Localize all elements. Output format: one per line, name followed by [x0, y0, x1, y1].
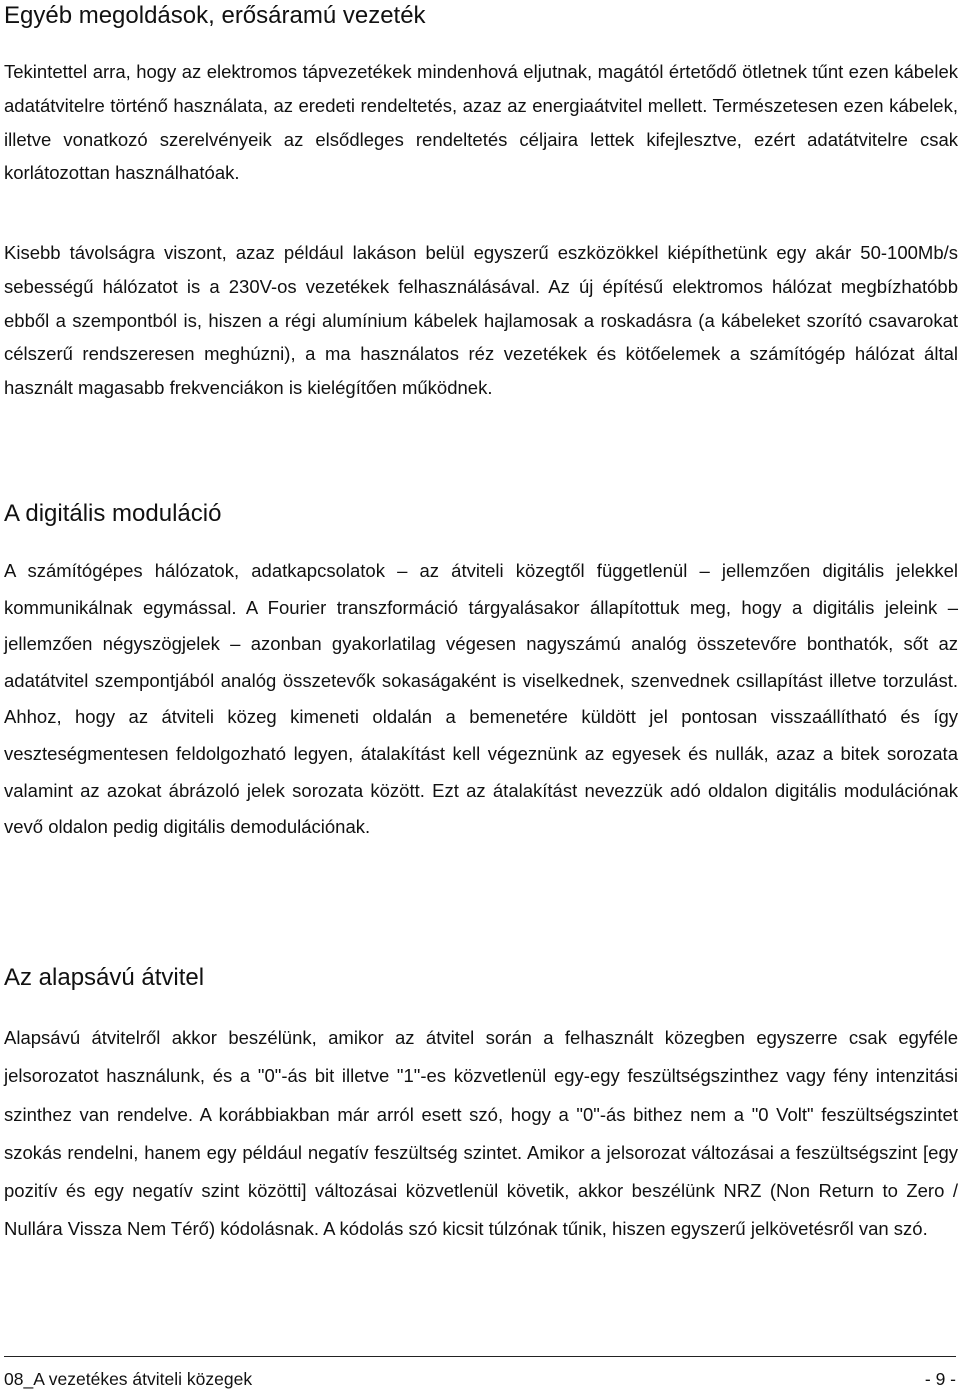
section-heading-baseband: Az alapsávú átvitel	[4, 964, 205, 991]
footer-chapter-title: 08_A vezetékes átviteli közegek	[4, 1369, 253, 1389]
paragraph-digital-modulation: A számítógépes hálózatok, adatkapcsolatok – az átviteli közegtől függetlenül – jellemzően digitális jelekkel kommunikálnak egymással. A Fourier transzformáció tárgyalásakor állapítottuk meg, hogy a digitális jeleink – jellemzően négyszögjelek – azonban gyakorlatilag végesen nagyszámú analóg összetevőre bonthatók, sőt az adatátvitel szempontjából analóg összetevők sokaságaként is viselkednek, szenvednek csillapítást illetve torzulást. Ahhoz, hogy az átviteli közeg kimeneti oldalán a bemenetére küldött jel pontosan visszaállítható és így veszteségmentesen feldolgozható legyen, átalakítást kell végeznünk az egyesek és nullák, azaz a bitek sorozata valamint az azokat ábrázoló jelek sorozata között. Ezt az átalakítást nevezzük adó oldalon digitális modulációnak vevő oldalon pedig digitális demodulációnak.	[4, 560, 958, 838]
page-footer	[4, 1356, 956, 1395]
paragraph-baseband: Alapsávú átvitelről akkor beszélünk, amikor az átvitel során a felhasznált közegben egyszerre csak egyféle jelsorozatot használunk, és a "0"-ás bit illetve "1"-es közvetlenül egy-egy feszültségszinthez vagy fény intenzitási szinthez van rendelve. A korábbiakban már arról esett szó, hogy a "0"-ás bithez nem a "0 Volt" feszültségszintet szokás rendelni, hanem egy például negatív feszültség szintet. Amikor a jelsorozat változásai a feszültségszint [egy pozitív és egy negatív szint közötti] változásai közvetlenül követik, akkor beszélünk NRZ (Non Return to Zero / Nullára Vissza Nem Térő) kódolásnak. A kódolás szó kicsit túlzónak tűnik, hiszen egyszerű jelkövetésről van szó.	[4, 1027, 958, 1240]
paragraph-power-line-details: Kisebb távolságra viszont, azaz például lakáson belül egyszerű eszközökkel kiépíthetünk egy akár 50-100Mb/s sebességű hálózatot is a 230V-os vezetékek felhasználásával. Az új építésű elektromos hálózat megbízhatóbb ebből a szempontból is, hiszen a régi alumínium kábelek hajlamosak a roskadásra (a kábeleket szorító csavarokat célszerű rendszeresen meghúzni), a ma használatos réz vezetékek és kötőelemek a számítógép hálózat által használt magasabb frekvenciákon is kielégítően működnek.	[4, 242, 958, 399]
section-heading-power-line: Egyéb megoldások, erősáramú vezeték	[4, 2, 426, 29]
footer-page-number: - 9 -	[924, 1369, 956, 1389]
document-page	[4, 0, 958, 1393]
section-heading-digital-modulation: A digitális moduláció	[4, 500, 222, 527]
paragraph-power-line-intro: Tekintettel arra, hogy az elektromos tápvezetékek mindenhová eljutnak, magától értetődő ötletnek tűnt ezen kábelek adatátvitelre történő használata, az eredeti rendeltetés, azaz az energiaátvitel mellett. Természetesen ezen kábelek, illetve vonatkozó szerelvényeik az elsődleges rendeltetés céljaira lettek kifejlesztve, ezért adatátvitelre csak korlátozottan használhatóak.	[4, 61, 958, 184]
